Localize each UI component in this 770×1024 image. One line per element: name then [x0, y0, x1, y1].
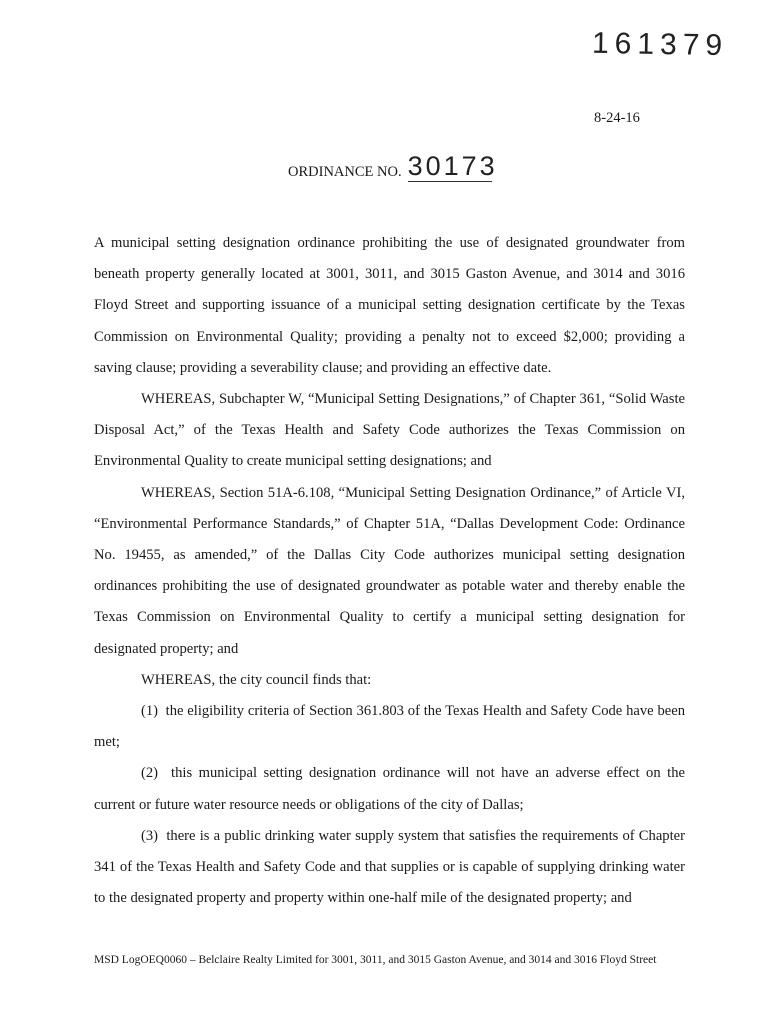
ordinance-caption: A municipal setting designation ordinance prohibiting the use of designated groundwater from beneath property generally located at 3001, 3011, and 3015 Gaston Avenue, and 3014 and 3016 Floyd Street and supporting issuance of a municipal setting designation certificate by the Texas Commission on Environmental Quality; providing a penalty not to exceed $2,000; providing a saving clause; providing a severability clause; and providing an effective date.: [94, 235, 685, 376]
whereas-clause: WHEREAS, the city council finds that:: [141, 671, 372, 688]
page-footer: MSD LogOEQ0060 – Belclaire Realty Limited for 3001, 3011, and 3015 Gaston Avenue, and 3014 and 3016 Floyd Street: [94, 954, 657, 966]
stamp-number: 161379: [591, 26, 729, 63]
ordinance-number: 30173: [407, 151, 498, 181]
finding-item: (1) the eligibility criteria of Section 361.803 of the Texas Health and Safety Code have been met;: [94, 703, 685, 751]
ordinance-body: [94, 228, 685, 914]
whereas-clause: WHEREAS, Section 51A-6.108, “Municipal Setting Designation Ordinance,” of Article VI, “Environmental Performance Standards,” of Chapter 51A, “Dallas Development Code: Ordinance No. 19455, as amended,” of the Dallas City Code authorizes municipal setting designation ordinances prohibiting the use of designated groundwater as potable water and thereby enable the Texas Commission on Environmental Quality to certify a municipal setting designation for designated property; and: [94, 484, 685, 657]
whereas-clause: WHEREAS, Subchapter W, “Municipal Setting Designations,” of Chapter 361, “Solid Waste Disposal Act,” of the Texas Health and Safety Code authorizes the Texas Commission on Environmental Quality to create municipal setting designations; and: [94, 391, 685, 470]
ordinance-title: [288, 151, 498, 182]
finding-item: (2) this municipal setting designation ordinance will not have an adverse effect on the current or future water resource needs or obligations of the city of Dallas;: [94, 765, 685, 813]
document-date: 8-24-16: [594, 110, 640, 126]
finding-item: (3) there is a public drinking water supply system that satisfies the requirements of Chapter 341 of the Texas Health and Safety Code and that supplies or is capable of supplying drinking water to the designated property and property within one-half mile of the designated property; and: [94, 827, 685, 907]
ordinance-label: ORDINANCE NO.: [288, 164, 402, 180]
